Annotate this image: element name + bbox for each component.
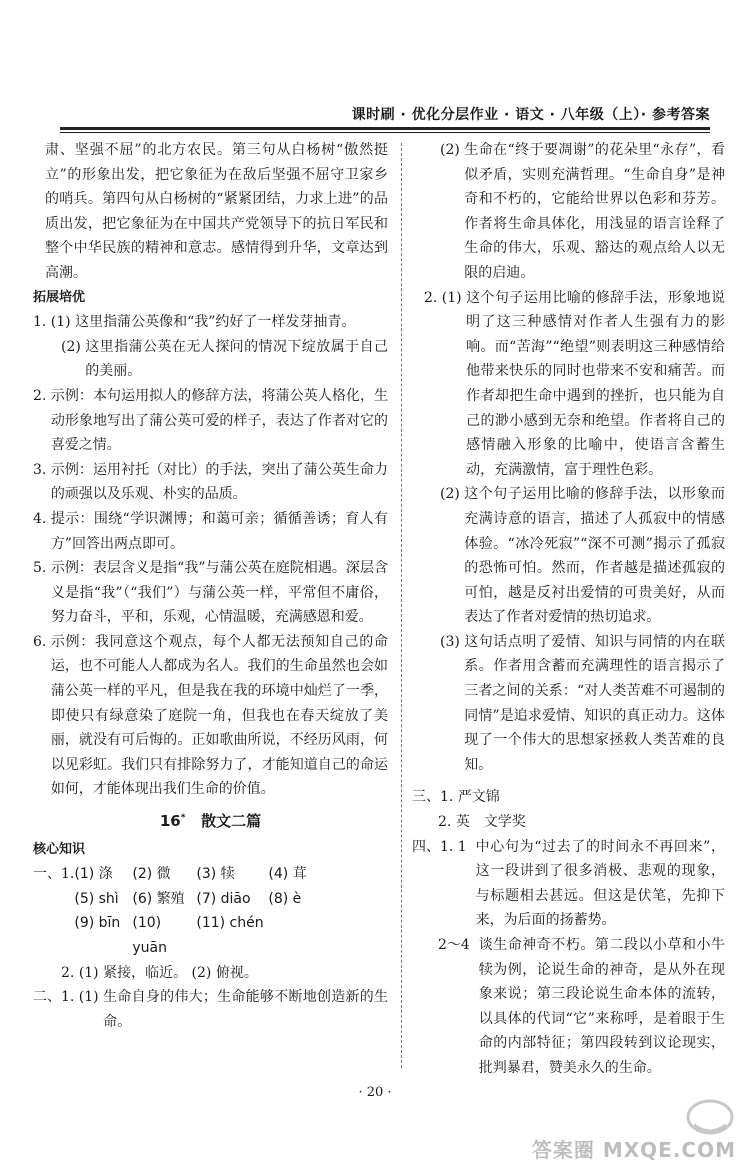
item-text: 示例：运用衬托（对比）的手法，突出了蒲公英生命力的顽强以及乐观、朴实的品质。 (50, 461, 388, 503)
item-label: 5. (33, 560, 51, 577)
item-text: 示例：我同意这个观点，每个人都无法预知自己的命运，也不可能人人都成为名人。我们的生命虽然也会如蒲公英一样的平凡，但是我在我的环境中灿烂了一季，即使只有绿意染了庭院一角，但我也在春天绽放了美丽，就没有可后悔的。正如歌曲所说，不经历风雨，何以见彩虹。我们只有排除努力了，才能知道自己的命运如何，才能体现出我们生命的价值。 (50, 633, 388, 798)
lesson-title (33, 806, 388, 834)
item-label: 3. (33, 461, 51, 478)
answer-item (412, 835, 725, 933)
answer-item (440, 482, 725, 630)
section-heading: 拓展培优 (33, 289, 86, 305)
left-column (33, 138, 388, 1034)
item-label: 2～4 (438, 937, 479, 953)
answer-item (33, 458, 388, 507)
grid-cell: (7) diāo (196, 890, 251, 907)
item-label: (2) (61, 338, 86, 355)
item-text: 示例：本句运用拟人的修辞方法，将蒲公英人格化，生动形象地写出了蒲公英可爱的样子，表达了作者对它的喜爱之情。 (50, 387, 388, 454)
item-label: 三、1. (412, 789, 458, 806)
grid-cell: (6) 繁殖 (132, 890, 185, 907)
grid-cell: (2) 微 (132, 866, 171, 883)
item-text: 生命自身的伟大；生命能够不断地创造新的生命。 (103, 989, 388, 1030)
pinyin-grid (74, 862, 328, 960)
answer-item (33, 630, 388, 802)
answer-item (440, 138, 725, 286)
answer-item (33, 985, 388, 1034)
answer-item (61, 335, 388, 384)
answer-item (440, 630, 725, 778)
item-label: 2. (438, 814, 456, 831)
answer-item (412, 785, 725, 810)
lesson-mark: * (180, 813, 186, 824)
running-header: 课时刷 · 优化分层作业 · 语文 · 八年级（上）· 参考答案 (351, 107, 710, 123)
item-text: 这里指蒲公英在无人探问的情况下绽放属于自己的美丽。 (85, 338, 388, 380)
item-label: 二、1. (1) (33, 989, 104, 1006)
column-divider (401, 143, 402, 1068)
answer-item (33, 507, 388, 556)
grid-cell: (5) shì (74, 890, 119, 907)
grid-cell: (11) chén (196, 915, 264, 932)
answer-item (438, 810, 725, 835)
answer-item (61, 961, 388, 986)
grid-cell: (10) yuān (132, 915, 167, 956)
pinyin-block (33, 862, 388, 960)
item-text: 提示：围绕“学识渊博；和蔼可亲；循循善诱；育人有方”回答出两点即可。 (50, 510, 388, 552)
item-label: 2. (1) (424, 289, 467, 306)
header-rule-thick (60, 127, 710, 130)
item-text: 示例：表层含义是指“我”与蒲公英在庭院相遇。深层含义是指“我”（“我们”）与蒲公英一样，平常但不庸俗，努力奋斗，平和，乐观，心情温暖，充满感恩和爱。 (50, 560, 388, 626)
item-text: 这句话点明了爱情、知识与同情的内在联系。作者用含蓄而充满理性的语言揭示了三者之间的关系：“对人类苦难不可遏制的同情”是追求爱情、知识的真正动力。这体现了一个伟大的思想家拯救人类苦难的良知。 (464, 633, 725, 773)
item-text: 这里指蒲公英像和“我”约好了一样发芽抽青。 (75, 314, 356, 331)
item-label: 2. (61, 964, 79, 981)
answer-item (33, 310, 388, 335)
item-text: 英 文学奖 (455, 814, 526, 831)
item-label: (3) (440, 633, 465, 650)
answer-item (33, 384, 388, 458)
item-text: 生命在“终于要凋谢”的花朵里“永存”，看似矛盾，实则充满哲理。“生命自身”是神奇和不朽的，它能给世界以色彩和芬芳。作者将生命具体化，用浅显的语言诠释了生命的伟大，乐观、豁达的观点给人以无限的启迪。 (464, 142, 725, 281)
grid-cell (268, 911, 328, 960)
item-label: 6. (33, 633, 51, 650)
watermark-text: 答案圈 MXQE.COM (531, 1138, 736, 1162)
item-text: 谈生命神奇不朽。第二段以小草和小牛犊为例，论说生命的神奇，是从外在现象来说；第三段论说生命本体的流转，以具体的代词“它”来称呼，是着眼于生命的内部特征；第四段转到议论现实，批判暴君，赞美永久的生命。 (478, 937, 725, 1076)
item-text: 严文锦 (457, 789, 500, 806)
item-label: (2) (440, 142, 465, 158)
grid-cell: (9) bīn (74, 915, 121, 932)
item-label: 一、1. (33, 866, 75, 883)
item-text: 这个句子运用比喻的修辞手法，以形象而充满诗意的语言，描述了人孤寂中的情感体验。“冰冷死寂”“深不可测”揭示了孤寂的恐怖可怕。然而，作者越是描述孤寂的可怕，越是反衬出爱情的可贵美好，从而表达了作者对爱情的热切追求。 (464, 486, 725, 626)
answer-item (33, 556, 388, 630)
header-rule-thin (60, 132, 710, 133)
grid-cell: (8) è (268, 890, 302, 907)
item-label: (2) (440, 486, 465, 503)
answer-item (424, 286, 725, 483)
item-label: 四、1. 1 (412, 838, 476, 855)
intro-text: 肃、坚强不屈”的北方农民。第三句从白杨树“傲然挺立”的形象出发，把它象征为在敌后坚强不屈守卫家乡的哨兵。第四句从白杨树的“紧紧团结，力求上进”的品质出发，把它象征为在中国共产党领导下的抗日军民和整个中华民族的精神和意志。感情得到升华，文章达到高潮。 (45, 142, 388, 281)
grid-cell: (1) 涤 (74, 866, 113, 883)
grid-cell: (4) 茸 (268, 866, 307, 883)
item-label: 4. (33, 510, 51, 527)
lesson-name: 散文二篇 (201, 812, 262, 831)
grid-cell: (3) 犊 (196, 866, 235, 883)
right-column (412, 138, 725, 1081)
item-label: 1. (1) (33, 314, 76, 331)
lesson-number: 16 (159, 812, 181, 831)
item-text: 中心句为“过去了的时间永不再回来”，这一段讲到了很多消极、悲观的现象，与标题相去甚远。但这是伏笔，先抑下来，为后面的扬蓄势。 (475, 838, 725, 929)
answer-item (438, 933, 725, 1081)
page-number: · 20 · (358, 1085, 392, 1100)
section-heading: 核心知识 (33, 841, 86, 857)
paragraph (45, 138, 388, 286)
item-label: 2. (33, 387, 51, 404)
item-text: (1) 紧接，临近。 (2) 俯视。 (78, 964, 258, 981)
item-text: 这个句子运用比喻的修辞手法，形象地说明了这三种感情对作者人生强有力的影响。而“苦海”“绝望”则表明这三种感情给他带来快乐的同时也带来不安和痛苦。而作者却把生命中遇到的挫折，也只能为自己的渺小感到无奈和绝望。作者将自己的感情融入形象的比喻中，使语言含蓄生动，充满激情，富于理性色彩。 (466, 289, 725, 478)
